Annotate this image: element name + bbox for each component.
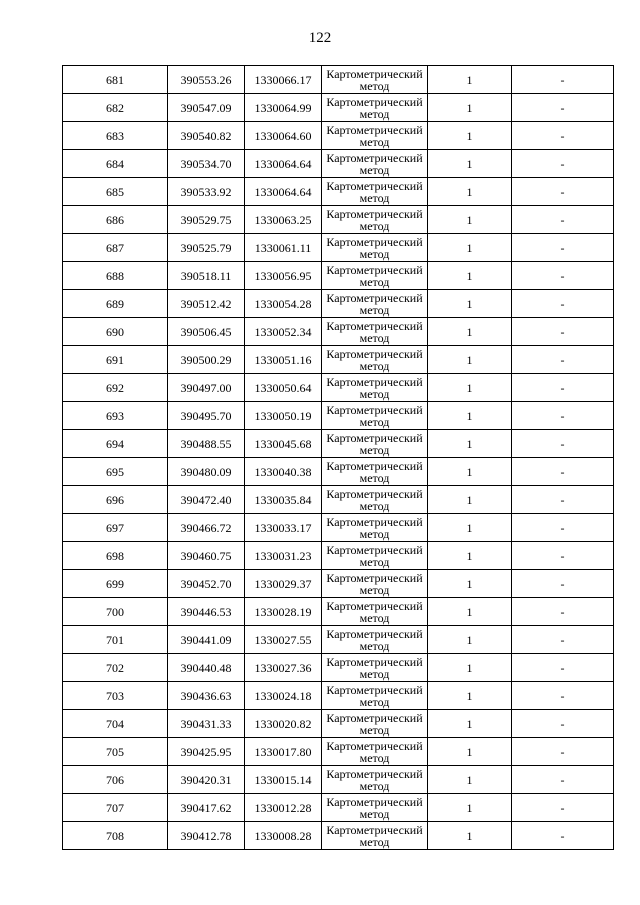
table-row: [63, 178, 614, 206]
method-cell: [322, 766, 428, 794]
method-cell: [322, 430, 428, 458]
accuracy-cell: 1: [428, 346, 512, 374]
y-coordinate-cell: 1330015.14: [245, 766, 322, 794]
accuracy-cell: 1: [428, 570, 512, 598]
method-cell: [322, 94, 428, 122]
method-cell: [322, 654, 428, 682]
note-cell: -: [512, 178, 614, 206]
table-row: [63, 66, 614, 94]
method-cell: [322, 682, 428, 710]
accuracy-cell: 1: [428, 66, 512, 94]
x-coordinate-cell: 390412.78: [168, 822, 245, 850]
method-line-2: метод: [359, 219, 390, 233]
method-cell: [322, 66, 428, 94]
x-coordinate-cell: 390460.75: [168, 542, 245, 570]
note-cell: -: [512, 598, 614, 626]
y-coordinate-cell: 1330029.37: [245, 570, 322, 598]
table-row: [63, 234, 614, 262]
method-line-1: Картометрический: [326, 347, 423, 361]
y-coordinate-cell: 1330064.64: [245, 178, 322, 206]
method-cell: [322, 626, 428, 654]
method-line-1: Картометрический: [326, 459, 423, 473]
x-coordinate-cell: 390534.70: [168, 150, 245, 178]
method-line-1: Картометрический: [326, 571, 423, 585]
point-number-cell: 707: [63, 794, 168, 822]
method-cell: [322, 346, 428, 374]
accuracy-cell: 1: [428, 598, 512, 626]
x-coordinate-cell: 390440.48: [168, 654, 245, 682]
accuracy-cell: 1: [428, 122, 512, 150]
note-cell: -: [512, 262, 614, 290]
accuracy-cell: 1: [428, 710, 512, 738]
method-cell: [322, 486, 428, 514]
method-line-1: Картометрический: [326, 67, 423, 81]
method-line-1: Картометрический: [326, 375, 423, 389]
note-cell: -: [512, 122, 614, 150]
note-cell: -: [512, 374, 614, 402]
table-row: [63, 766, 614, 794]
accuracy-cell: 1: [428, 402, 512, 430]
table-row: [63, 206, 614, 234]
table-row: [63, 318, 614, 346]
point-number-cell: 686: [63, 206, 168, 234]
point-number-cell: 688: [63, 262, 168, 290]
method-line-2: метод: [359, 107, 390, 121]
point-number-cell: 689: [63, 290, 168, 318]
accuracy-cell: 1: [428, 318, 512, 346]
method-line-2: метод: [359, 583, 390, 597]
method-line-2: метод: [359, 527, 390, 541]
method-line-1: Картометрический: [326, 739, 423, 753]
x-coordinate-cell: 390446.53: [168, 598, 245, 626]
table-row: [63, 346, 614, 374]
point-number-cell: 693: [63, 402, 168, 430]
method-cell: [322, 122, 428, 150]
y-coordinate-cell: 1330035.84: [245, 486, 322, 514]
coordinates-table-body: [63, 66, 614, 850]
method-line-2: метод: [359, 415, 390, 429]
method-cell: [322, 150, 428, 178]
point-number-cell: 691: [63, 346, 168, 374]
method-line-1: Картометрический: [326, 319, 423, 333]
point-number-cell: 687: [63, 234, 168, 262]
point-number-cell: 702: [63, 654, 168, 682]
note-cell: -: [512, 514, 614, 542]
y-coordinate-cell: 1330033.17: [245, 514, 322, 542]
method-line-2: метод: [359, 303, 390, 317]
point-number-cell: 694: [63, 430, 168, 458]
x-coordinate-cell: 390472.40: [168, 486, 245, 514]
method-line-1: Картометрический: [326, 291, 423, 305]
method-line-2: метод: [359, 835, 390, 849]
method-cell: [322, 514, 428, 542]
accuracy-cell: 1: [428, 654, 512, 682]
accuracy-cell: 1: [428, 178, 512, 206]
method-line-1: Картометрический: [326, 795, 423, 809]
point-number-cell: 692: [63, 374, 168, 402]
method-line-2: метод: [359, 695, 390, 709]
table-row: [63, 654, 614, 682]
note-cell: -: [512, 458, 614, 486]
point-number-cell: 681: [63, 66, 168, 94]
method-line-1: Картометрический: [326, 767, 423, 781]
method-cell: [322, 178, 428, 206]
y-coordinate-cell: 1330008.28: [245, 822, 322, 850]
method-line-1: Картометрический: [326, 95, 423, 109]
y-coordinate-cell: 1330064.99: [245, 94, 322, 122]
method-line-2: метод: [359, 471, 390, 485]
y-coordinate-cell: 1330052.34: [245, 318, 322, 346]
y-coordinate-cell: 1330054.28: [245, 290, 322, 318]
y-coordinate-cell: 1330020.82: [245, 710, 322, 738]
method-cell: [322, 738, 428, 766]
table-row: [63, 122, 614, 150]
method-line-2: метод: [359, 247, 390, 261]
y-coordinate-cell: 1330027.55: [245, 626, 322, 654]
y-coordinate-cell: 1330050.64: [245, 374, 322, 402]
accuracy-cell: 1: [428, 794, 512, 822]
method-line-2: метод: [359, 807, 390, 821]
method-cell: [322, 458, 428, 486]
accuracy-cell: 1: [428, 738, 512, 766]
y-coordinate-cell: 1330031.23: [245, 542, 322, 570]
method-cell: [322, 794, 428, 822]
accuracy-cell: 1: [428, 626, 512, 654]
y-coordinate-cell: 1330064.64: [245, 150, 322, 178]
coordinates-table: [62, 65, 614, 850]
point-number-cell: 698: [63, 542, 168, 570]
x-coordinate-cell: 390436.63: [168, 682, 245, 710]
note-cell: -: [512, 66, 614, 94]
x-coordinate-cell: 390420.31: [168, 766, 245, 794]
method-cell: [322, 234, 428, 262]
method-line-2: метод: [359, 723, 390, 737]
method-cell: [322, 598, 428, 626]
point-number-cell: 683: [63, 122, 168, 150]
method-line-1: Картометрический: [326, 627, 423, 641]
method-cell: [322, 374, 428, 402]
x-coordinate-cell: 390525.79: [168, 234, 245, 262]
accuracy-cell: 1: [428, 822, 512, 850]
note-cell: -: [512, 318, 614, 346]
method-line-2: метод: [359, 555, 390, 569]
note-cell: -: [512, 710, 614, 738]
accuracy-cell: 1: [428, 542, 512, 570]
method-line-1: Картометрический: [326, 403, 423, 417]
table-row: [63, 570, 614, 598]
note-cell: -: [512, 486, 614, 514]
x-coordinate-cell: 390547.09: [168, 94, 245, 122]
x-coordinate-cell: 390553.26: [168, 66, 245, 94]
x-coordinate-cell: 390466.72: [168, 514, 245, 542]
y-coordinate-cell: 1330063.25: [245, 206, 322, 234]
note-cell: -: [512, 234, 614, 262]
method-line-2: метод: [359, 751, 390, 765]
method-line-2: метод: [359, 779, 390, 793]
method-line-1: Картометрический: [326, 487, 423, 501]
method-line-1: Картометрический: [326, 123, 423, 137]
y-coordinate-cell: 1330066.17: [245, 66, 322, 94]
point-number-cell: 706: [63, 766, 168, 794]
method-line-1: Картометрический: [326, 235, 423, 249]
method-line-1: Картометрический: [326, 151, 423, 165]
table-row: [63, 458, 614, 486]
method-line-1: Картометрический: [326, 263, 423, 277]
y-coordinate-cell: 1330028.19: [245, 598, 322, 626]
accuracy-cell: 1: [428, 514, 512, 542]
point-number-cell: 696: [63, 486, 168, 514]
accuracy-cell: 1: [428, 262, 512, 290]
x-coordinate-cell: 390488.55: [168, 430, 245, 458]
method-line-1: Картометрический: [326, 431, 423, 445]
x-coordinate-cell: 390497.00: [168, 374, 245, 402]
method-line-2: метод: [359, 275, 390, 289]
y-coordinate-cell: 1330045.68: [245, 430, 322, 458]
point-number-cell: 684: [63, 150, 168, 178]
accuracy-cell: 1: [428, 458, 512, 486]
method-cell: [322, 206, 428, 234]
method-cell: [322, 262, 428, 290]
x-coordinate-cell: 390540.82: [168, 122, 245, 150]
y-coordinate-cell: 1330027.36: [245, 654, 322, 682]
note-cell: -: [512, 346, 614, 374]
method-cell: [322, 542, 428, 570]
x-coordinate-cell: 390518.11: [168, 262, 245, 290]
method-cell: [322, 570, 428, 598]
note-cell: -: [512, 290, 614, 318]
table-row: [63, 150, 614, 178]
x-coordinate-cell: 390480.09: [168, 458, 245, 486]
method-line-1: Картометрический: [326, 515, 423, 529]
x-coordinate-cell: 390506.45: [168, 318, 245, 346]
accuracy-cell: 1: [428, 290, 512, 318]
point-number-cell: 700: [63, 598, 168, 626]
accuracy-cell: 1: [428, 486, 512, 514]
method-line-1: Картометрический: [326, 179, 423, 193]
method-cell: [322, 710, 428, 738]
point-number-cell: 701: [63, 626, 168, 654]
method-line-1: Картометрический: [326, 683, 423, 697]
accuracy-cell: 1: [428, 430, 512, 458]
method-line-2: метод: [359, 387, 390, 401]
method-line-2: метод: [359, 331, 390, 345]
x-coordinate-cell: 390495.70: [168, 402, 245, 430]
table-row: [63, 738, 614, 766]
method-line-2: метод: [359, 611, 390, 625]
table-row: [63, 430, 614, 458]
method-line-2: метод: [359, 667, 390, 681]
note-cell: -: [512, 430, 614, 458]
point-number-cell: 682: [63, 94, 168, 122]
y-coordinate-cell: 1330056.95: [245, 262, 322, 290]
accuracy-cell: 1: [428, 150, 512, 178]
note-cell: -: [512, 766, 614, 794]
x-coordinate-cell: 390452.70: [168, 570, 245, 598]
y-coordinate-cell: 1330040.38: [245, 458, 322, 486]
table-row: [63, 710, 614, 738]
method-line-2: метод: [359, 639, 390, 653]
point-number-cell: 708: [63, 822, 168, 850]
accuracy-cell: 1: [428, 374, 512, 402]
x-coordinate-cell: 390431.33: [168, 710, 245, 738]
note-cell: -: [512, 542, 614, 570]
method-line-1: Картометрический: [326, 543, 423, 557]
accuracy-cell: 1: [428, 766, 512, 794]
accuracy-cell: 1: [428, 206, 512, 234]
method-cell: [322, 822, 428, 850]
accuracy-cell: 1: [428, 682, 512, 710]
method-line-2: метод: [359, 443, 390, 457]
y-coordinate-cell: 1330050.19: [245, 402, 322, 430]
table-row: [63, 94, 614, 122]
note-cell: -: [512, 570, 614, 598]
y-coordinate-cell: 1330064.60: [245, 122, 322, 150]
x-coordinate-cell: 390441.09: [168, 626, 245, 654]
table-row: [63, 402, 614, 430]
table-row: [63, 598, 614, 626]
method-line-2: метод: [359, 499, 390, 513]
method-cell: [322, 402, 428, 430]
x-coordinate-cell: 390533.92: [168, 178, 245, 206]
y-coordinate-cell: 1330051.16: [245, 346, 322, 374]
note-cell: -: [512, 682, 614, 710]
x-coordinate-cell: 390500.29: [168, 346, 245, 374]
y-coordinate-cell: 1330012.28: [245, 794, 322, 822]
note-cell: -: [512, 206, 614, 234]
note-cell: -: [512, 150, 614, 178]
point-number-cell: 704: [63, 710, 168, 738]
note-cell: -: [512, 402, 614, 430]
table-row: [63, 486, 614, 514]
method-line-2: метод: [359, 163, 390, 177]
accuracy-cell: 1: [428, 234, 512, 262]
note-cell: -: [512, 822, 614, 850]
method-line-1: Картометрический: [326, 823, 423, 837]
accuracy-cell: 1: [428, 94, 512, 122]
method-line-1: Картометрический: [326, 207, 423, 221]
method-line-2: метод: [359, 191, 390, 205]
note-cell: -: [512, 794, 614, 822]
page-number: 122: [308, 30, 332, 46]
x-coordinate-cell: 390425.95: [168, 738, 245, 766]
point-number-cell: 703: [63, 682, 168, 710]
table-row: [63, 626, 614, 654]
table-row: [63, 542, 614, 570]
table-row: [63, 822, 614, 850]
table-row: [63, 262, 614, 290]
table-row: [63, 374, 614, 402]
table-row: [63, 794, 614, 822]
point-number-cell: 685: [63, 178, 168, 206]
y-coordinate-cell: 1330061.11: [245, 234, 322, 262]
point-number-cell: 697: [63, 514, 168, 542]
x-coordinate-cell: 390417.62: [168, 794, 245, 822]
table-row: [63, 682, 614, 710]
table-row: [63, 290, 614, 318]
method-line-2: метод: [359, 359, 390, 373]
method-line-1: Картометрический: [326, 655, 423, 669]
method-cell: [322, 290, 428, 318]
note-cell: -: [512, 626, 614, 654]
note-cell: -: [512, 738, 614, 766]
point-number-cell: 695: [63, 458, 168, 486]
method-cell: [322, 318, 428, 346]
note-cell: -: [512, 94, 614, 122]
y-coordinate-cell: 1330017.80: [245, 738, 322, 766]
method-line-1: Картометрический: [326, 599, 423, 613]
method-line-1: Картометрический: [326, 711, 423, 725]
y-coordinate-cell: 1330024.18: [245, 682, 322, 710]
point-number-cell: 705: [63, 738, 168, 766]
point-number-cell: 690: [63, 318, 168, 346]
x-coordinate-cell: 390512.42: [168, 290, 245, 318]
note-cell: -: [512, 654, 614, 682]
method-line-2: метод: [359, 135, 390, 149]
point-number-cell: 699: [63, 570, 168, 598]
table-row: [63, 514, 614, 542]
method-line-2: метод: [359, 79, 390, 93]
x-coordinate-cell: 390529.75: [168, 206, 245, 234]
